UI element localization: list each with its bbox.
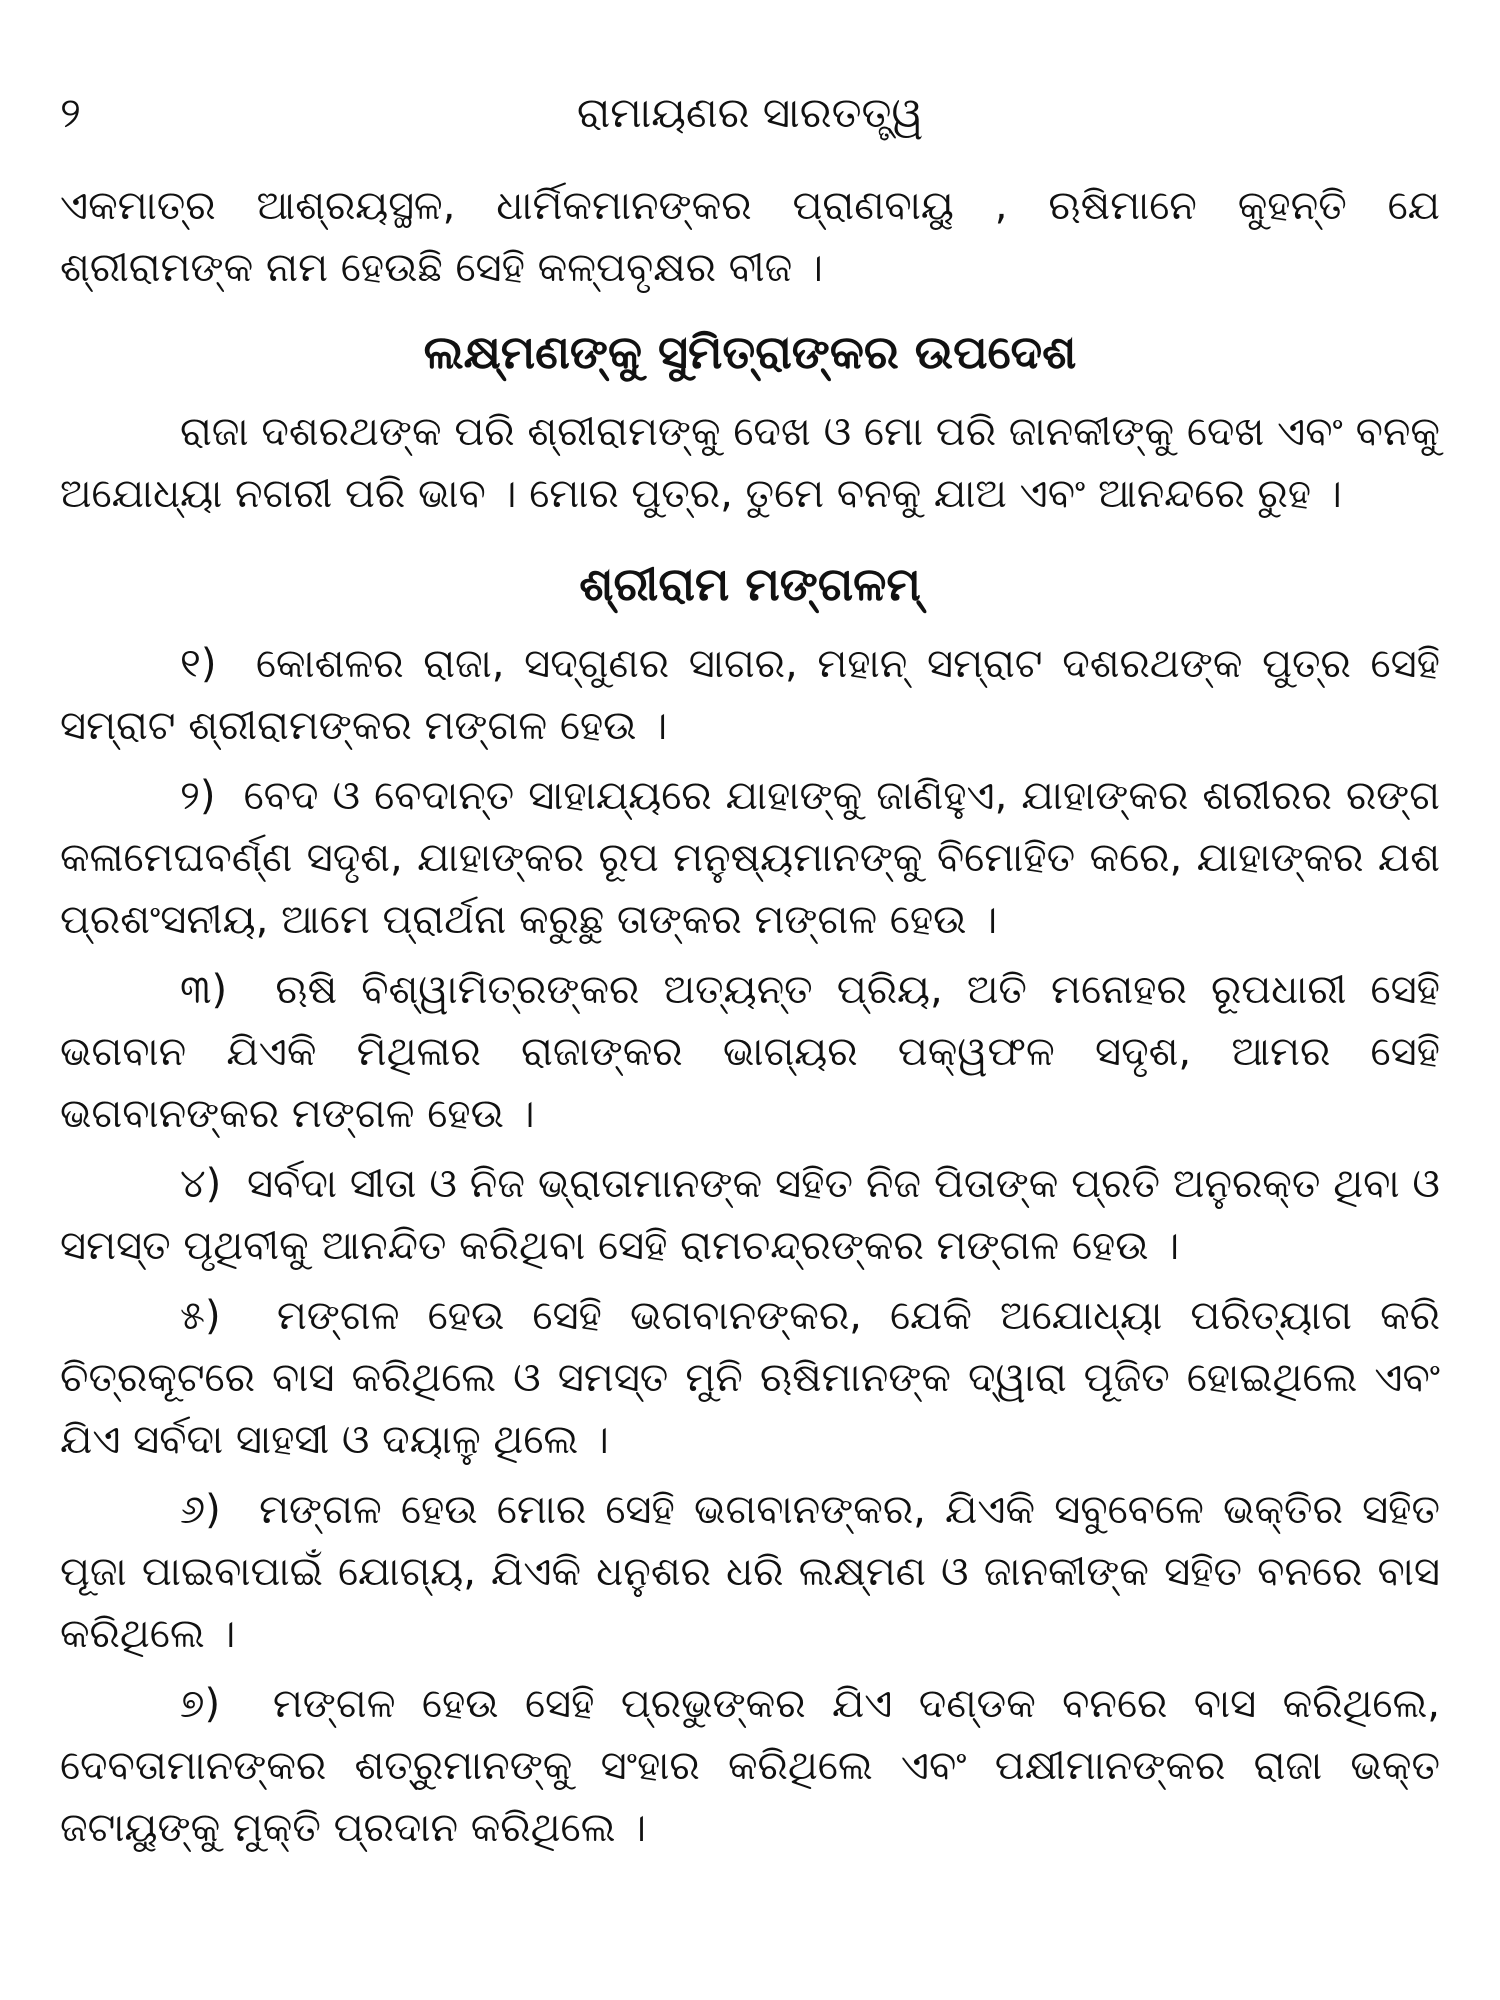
verse-text: କୋଶଳର ରାଜା, ସଦ୍‌ଗୁଣର ସାଗର, ମହାନ୍ ସମ୍ରାଟ ଦଶରଥଙ୍କ ପୁତ୍ର ସେହି ସମ୍ରାଟ ଶ୍ରୀରାମଙ୍କର ମଙ୍ଗଳ ହେଉ ।: [60, 641, 1440, 749]
verse-number: ୩): [180, 967, 228, 1013]
verse-number: ୧): [180, 641, 217, 687]
section-heading-shriram-mangalam: ଶ୍ରୀରାମ ମଙ୍ଗଳମ୍: [579, 557, 921, 611]
verse-2: [60, 765, 1440, 951]
sumitra-advice-paragraph: ରାଜା ଦଶରଥଙ୍କ ପରି ଶ୍ରୀରାମଙ୍କୁ ଦେଖ ଓ ମୋ ପରି ଜାନକୀଙ୍କୁ ଦେଖ ଏବଂ ବନକୁ ଅଯୋଧ୍ୟା ନଗରୀ ପରି ଭାବ । ମୋର ପୁତ୍ର, ତୁମେ ବନକୁ ଯାଅ ଏବଂ ଆନନ୍ଦରେ ରୁହ ।: [60, 409, 1440, 517]
verse-6: [60, 1479, 1440, 1665]
page-header: [60, 88, 1440, 148]
verse-text: ମଙ୍ଗଳ ହେଉ ସେହି ଭଗବାନଙ୍କର, ଯେକି ଅଯୋଧ୍ୟା ପରିତ୍ୟାଗ କରି ଚିତ୍ରକୂଟରେ ବାସ କରିଥିଲେ ଓ ସମସ୍ତ ମୁନି ଋଷିମାନଙ୍କ ଦ୍ୱାରା ପୂଜିତ ହୋଇଥିଲେ ଏବଂ ଯିଏ ସର୍ବଦା ସାହସୀ ଓ ଦୟାଳୁ ଥିଲେ ।: [60, 1293, 1441, 1463]
verse-3: [60, 959, 1440, 1145]
verse-5: [60, 1285, 1440, 1471]
verse-7: [60, 1673, 1440, 1859]
verse-number: ୭): [180, 1681, 221, 1727]
verse-number: ୨): [180, 773, 216, 819]
page-number: ୨: [60, 88, 81, 137]
verse-text: ଋଷି ବିଶ୍ୱାମିତ୍ରଙ୍କର ଅତ୍ୟନ୍ତ ପ୍ରିୟ, ଅତି ମନୋହର ରୂପଧାରୀ ସେହି ଭଗବାନ ଯିଏକି ମିଥିଳାର ରାଜାଙ୍କର ଭାଗ୍ୟର ପକ୍ୱଫଳ ସଦୃଶ, ଆମର ସେହି ଭଗବାନଙ୍କର ମଙ୍ଗଳ ହେଉ ।: [60, 967, 1440, 1137]
section-heading-sumitra-advice: ଲକ୍ଷ୍ମଣଙ୍କୁ ସୁମିତ୍ରାଙ୍କର ଉପଦେଶ: [423, 325, 1077, 379]
intro-paragraph: ଏକମାତ୍ର ଆଶ୍ରୟସ୍ଥଳ, ଧାର୍ମିକମାନଙ୍କର ପ୍ରାଣବାୟୁ , ଋଷିମାନେ କୁହନ୍ତି ଯେ ଶ୍ରୀରାମଙ୍କ ନାମ ହେଉଛି ସେହି କଳ୍ପବୃକ୍ଷର ବୀଜ ।: [60, 183, 1440, 291]
verse-number: ୬): [180, 1487, 221, 1533]
page-body: [60, 175, 1440, 1859]
verse-1: [60, 633, 1440, 757]
running-title: ରାମାୟଣର ସାରତତ୍ତ୍ୱ: [576, 88, 924, 137]
verse-text: ସର୍ବଦା ସୀତା ଓ ନିଜ ଭ୍ରାତାମାନଙ୍କ ସହିତ ନିଜ ପିତାଙ୍କ ପ୍ରତି ଅନୁରକ୍ତ ଥିବା ଓ ସମସ୍ତ ପୃଥିବୀକୁ ଆନନ୍ଦିତ କରିଥିବା ସେହି ରାମଚନ୍ଦ୍ରଙ୍କର ମଙ୍ଗଳ ହେଉ ।: [60, 1161, 1440, 1269]
verse-text: ବେଦ ଓ ବେଦାନ୍ତ ସାହାଯ୍ୟରେ ଯାହାଙ୍କୁ ଜାଣିହୁଏ, ଯାହାଙ୍କର ଶରୀରର ରଙ୍ଗ କଳାମେଘବର୍ଣ୍ଣ ସଦୃଶ, ଯାହାଙ୍କର ରୂପ ମନୁଷ୍ୟମାନଙ୍କୁ ବିମୋହିତ କରେ, ଯାହାଙ୍କର ଯଶ ପ୍ରଶଂସନୀୟ, ଆମେ ପ୍ରାର୍ଥନା କରୁଛୁ ତାଙ୍କର ମଙ୍ଗଳ ହେଉ ।: [60, 773, 1440, 943]
verse-number: ୫): [180, 1293, 221, 1339]
verse-text: ମଙ୍ଗଳ ହେଉ ସେହି ପ୍ରଭୁଙ୍କର ଯିଏ ଦଣ୍ଡକ ବନରେ ବାସ କରିଥିଲେ, ଦେବତାମାନଙ୍କର ଶତ୍ରୁମାନଙ୍କୁ ସଂହାର କରିଥିଲେ ଏବଂ ପକ୍ଷୀମାନଙ୍କର ରାଜା ଭକ୍ତ ଜଟାୟୁଙ୍କୁ ମୁକ୍ତି ପ୍ରଦାନ କରିଥିଲେ ।: [60, 1681, 1440, 1851]
verse-number: ୪): [180, 1161, 222, 1207]
verse-4: [60, 1153, 1440, 1277]
verse-text: ମଙ୍ଗଳ ହେଉ ମୋର ସେହି ଭଗବାନଙ୍କର, ଯିଏକି ସବୁବେଳେ ଭକ୍ତିର ସହିତ ପୂଜା ପାଇବାପାଇଁ ଯୋଗ୍ୟ, ଯିଏକି ଧନୁଶର ଧରି ଲକ୍ଷ୍ମଣ ଓ ଜାନକୀଙ୍କ ସହିତ ବନରେ ବାସ କରିଥିଲେ ।: [60, 1487, 1440, 1657]
